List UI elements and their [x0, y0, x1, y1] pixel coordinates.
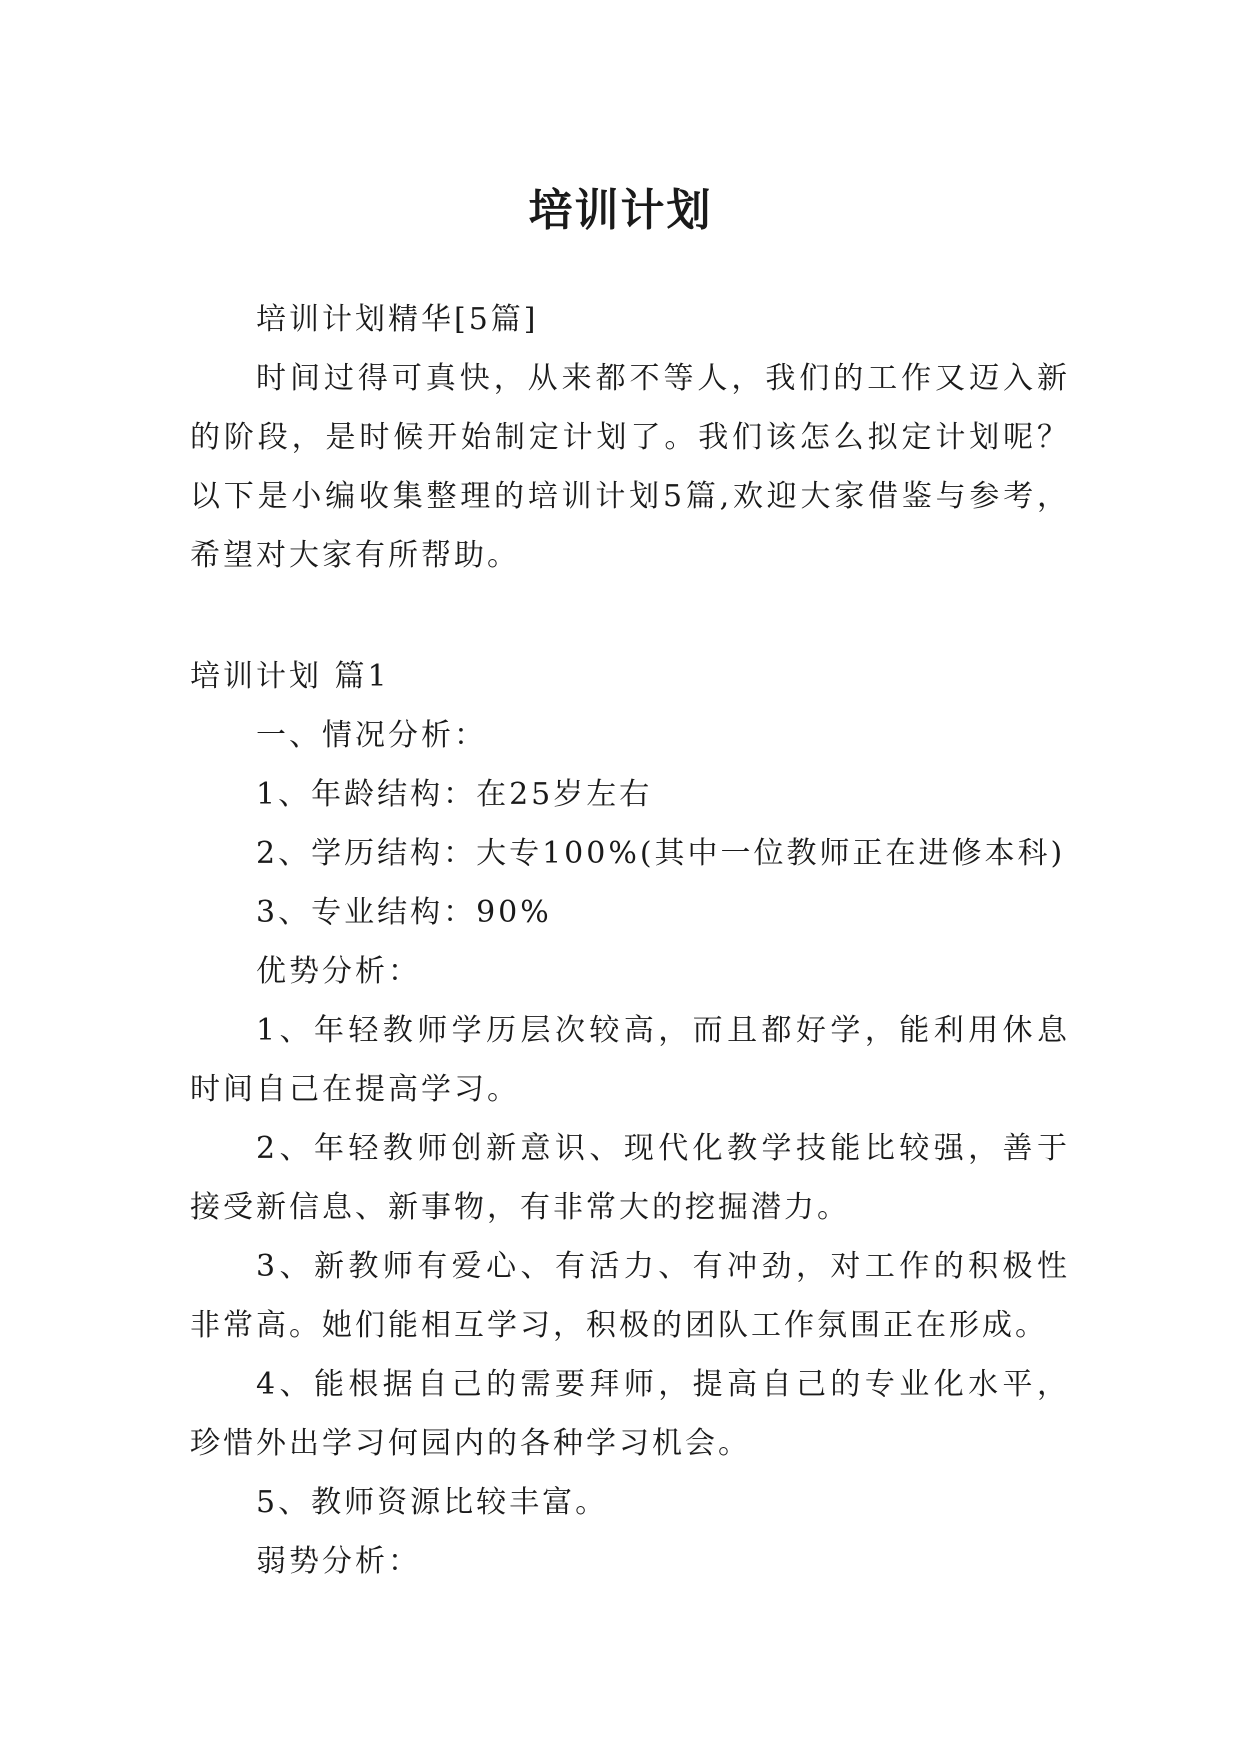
paragraph-education-structure: 2、学历结构：大专100%(其中一位教师正在进修本科)	[256, 836, 1066, 871]
document-body	[190, 290, 1070, 1591]
paragraph-strength-2: 2、年轻教师创新意识、现代化教学技能比较强，善于接受新信息、新事物，有非常大的挖掘潜力。	[190, 1131, 1070, 1225]
paragraph-major-structure: 3、专业结构：90%	[256, 895, 552, 930]
paragraph-weaknesses-heading: 弱势分析：	[256, 1544, 421, 1579]
paragraph-intro: 时间过得可真快，从来都不等人，我们的工作又迈入新的阶段，是时候开始制定计划了。我们该怎么拟定计划呢？以下是小编收集整理的培训计划5篇,欢迎大家借鉴与参考，希望对大家有所帮助。	[190, 361, 1070, 573]
paragraph-strength-1: 1、年轻教师学历层次较高，而且都好学，能利用休息时间自己在提高学习。	[190, 1013, 1070, 1107]
paragraph-age-structure: 1、年龄结构：在25岁左右	[256, 777, 653, 812]
section-heading: 培训计划 篇1	[190, 659, 390, 694]
paragraph-strengths-heading: 优势分析：	[256, 954, 421, 989]
paragraph-strength-3: 3、新教师有爱心、有活力、有冲劲，对工作的积极性非常高。她们能相互学习，积极的团队工作氛围正在形成。	[190, 1249, 1070, 1343]
paragraph-subtitle: 培训计划精华[5篇]	[256, 302, 539, 337]
document-title: 培训计划	[528, 185, 713, 237]
paragraph-strength-5: 5、教师资源比较丰富。	[256, 1485, 609, 1520]
paragraph-strength-4: 4、能根据自己的需要拜师，提高自己的专业化水平，珍惜外出学习何园内的各种学习机会。	[190, 1367, 1070, 1461]
paragraph-situation-heading: 一、情况分析：	[256, 718, 487, 753]
